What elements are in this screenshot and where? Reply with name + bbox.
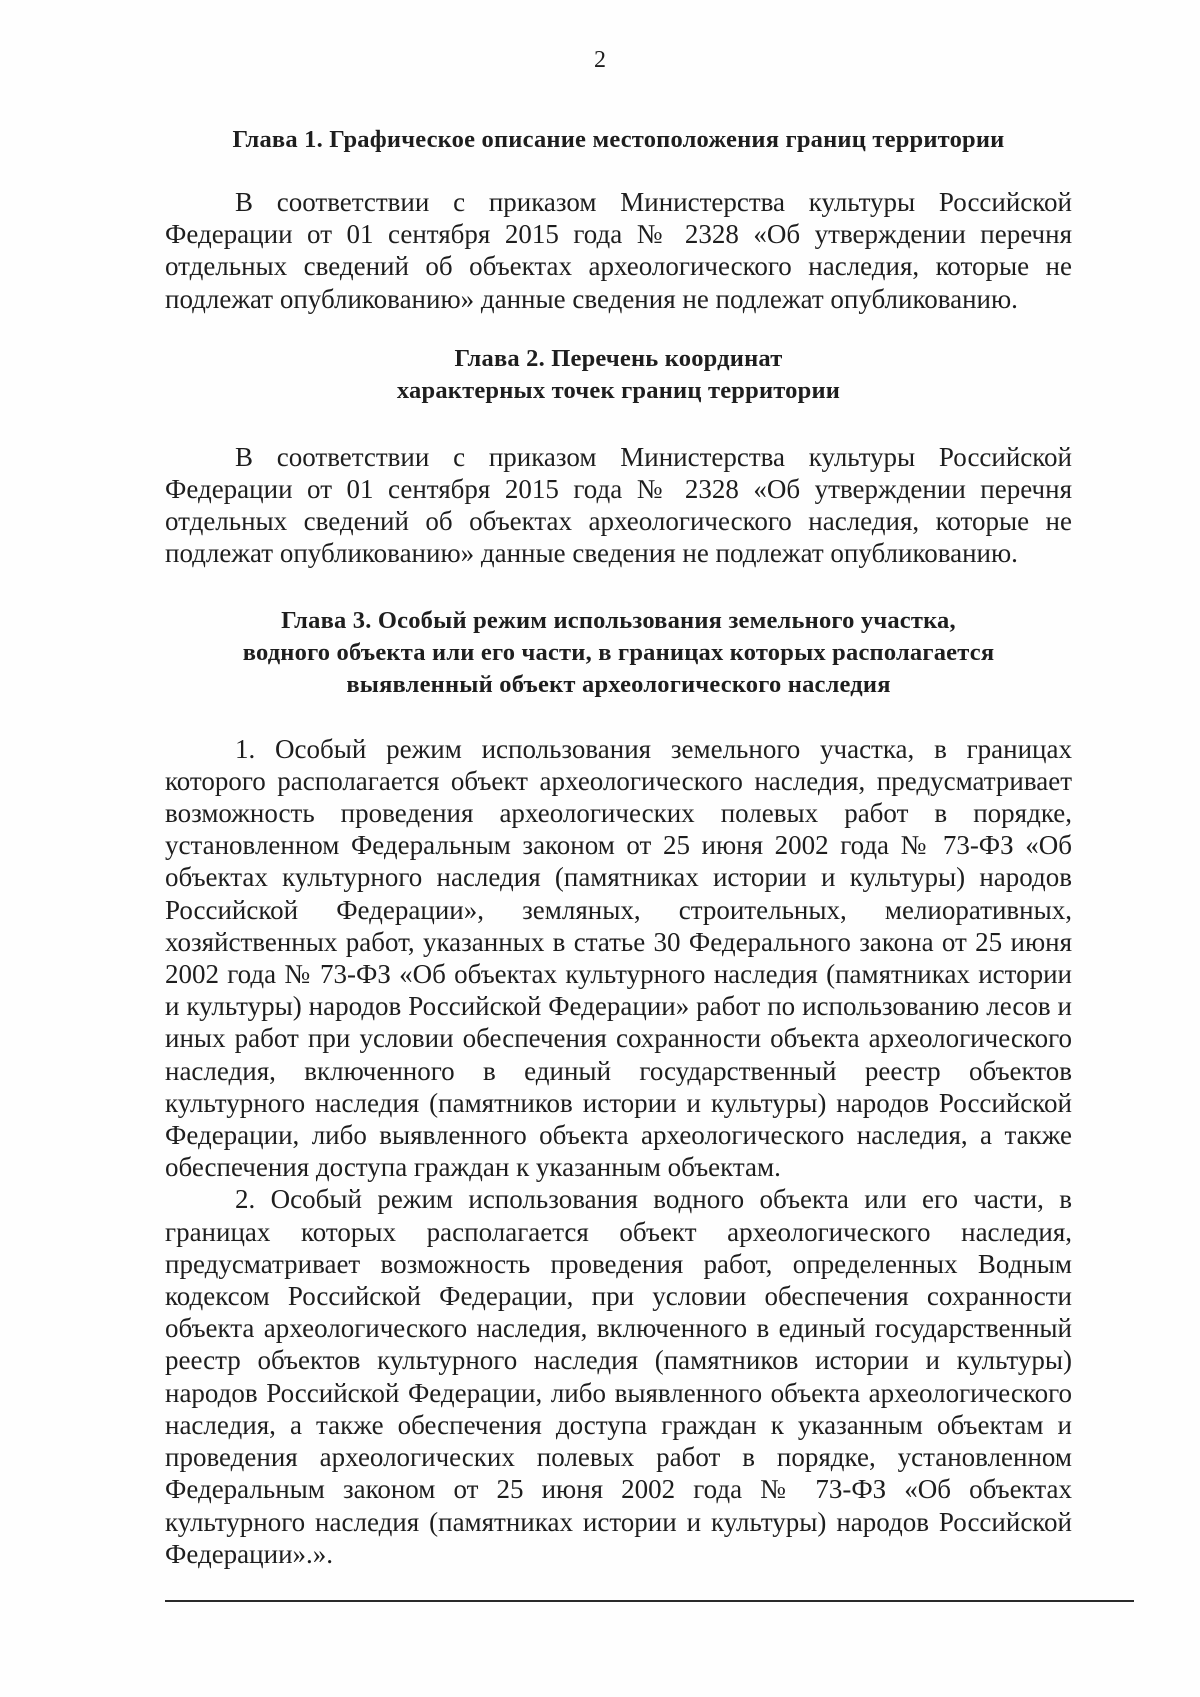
document-body — [165, 122, 1072, 1570]
chapter-3-item-1: 1. Особый режим использования земельного участка, в границах которого располагается объект археологического наследия, предусматривает возможность проведения археологических полевых работ в порядке, установленном Федеральным законом от 25 июня 2002 года № 73-ФЗ «Об объектах культурного наследия (памятниках истории и культуры) народов Российской Федерации», земляных, строительных, мелиоративных, хозяйственных работ, указанных в статье 30 Федерального закона от 25 июня 2002 года № 73-ФЗ «Об объектах культурного наследия (памятниках истории и культуры) народов Российской Федерации» работ по использованию лесов и иных работ при условии обеспечения сохранности объекта археологического наследия, включенного в единый государственный реестр объектов культурного наследия (памятников истории и культуры) народов Российской Федерации, либо выявленного объекта археологического наследия, а также обеспечения доступа граждан к указанным объектам. — [165, 733, 1072, 1183]
heading-line: характерных точек границ территории — [396, 376, 841, 404]
chapter-3-item-2: 2. Особый режим использования водного объекта или его части, в границах которых располагается объект археологического наследия, предусматривает возможность проведения работ, определенных Водным кодексом Российской Федерации, при условии обеспечения сохранности объекта археологического наследия, включенного в единый государственный реестр объектов культурного наследия (памятников истории и культуры) народов Российской Федерации, либо выявленного объекта археологического наследия, а также обеспечения доступа граждан к указанным объектам и проведения археологических полевых работ в порядке, установленном Федеральным законом от 25 июня 2002 года № 73-ФЗ «Об объектах культурного наследия (памятниках истории и культуры) народов Российской Федерации».». — [165, 1184, 1072, 1569]
heading-line: Глава 2. Перечень координат — [454, 344, 783, 372]
end-divider-line — [165, 1600, 1134, 1602]
chapter-1-paragraph: В соответствии с приказом Министерства культуры Российской Федерации от 01 сентября 2015 года № 2328 «Об утверждении перечня отдельных сведений об объектах археологического наследия, которые не подлежат опубликованию» данные сведения не подлежат опубликованию. — [165, 187, 1072, 314]
heading-line: выявленный объект археологического наследия — [346, 670, 891, 698]
heading-line: водного объекта или его части, в границах которых располагается — [242, 638, 995, 666]
heading-line: Глава 3. Особый режим использования земельного участка, — [281, 606, 956, 634]
page-number: 2 — [594, 47, 606, 73]
chapter-2-heading — [165, 343, 1072, 407]
chapter-2-paragraph: В соответствии с приказом Министерства культуры Российской Федерации от 01 сентября 2015 года № 2328 «Об утверждении перечня отдельных сведений об объектах археологического наследия, которые не подлежат опубликованию» данные сведения не подлежат опубликованию. — [165, 441, 1072, 569]
chapter-1-heading — [165, 124, 1072, 156]
chapter-3-heading — [165, 605, 1072, 701]
heading-line: Глава 1. Графическое описание местоположения границ территории — [232, 126, 1005, 153]
